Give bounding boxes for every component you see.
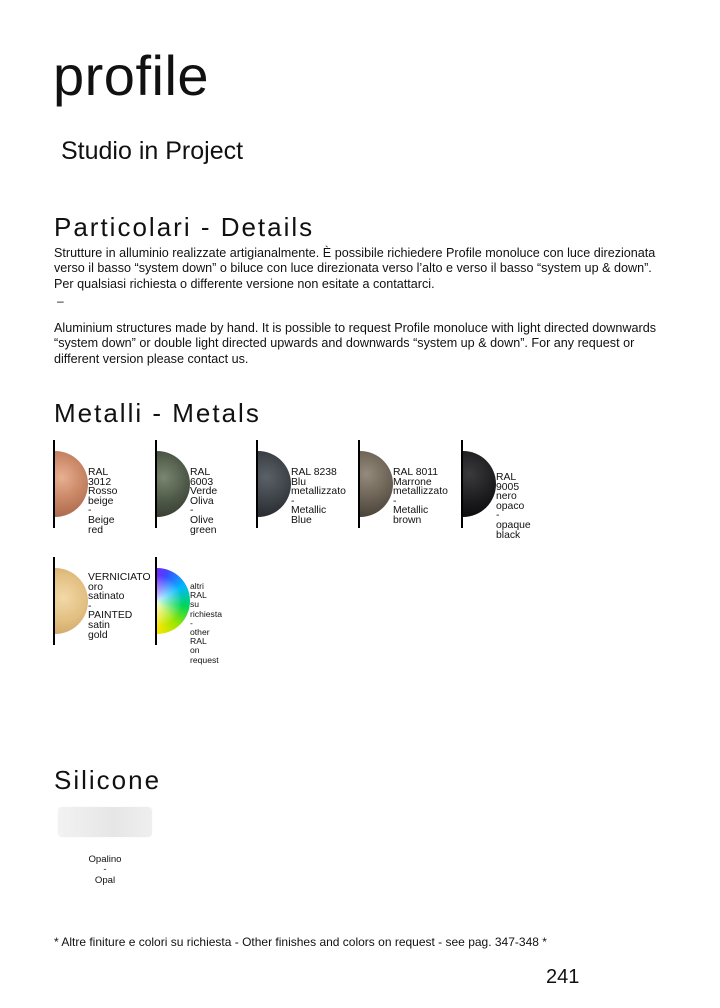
page-number: 241 xyxy=(546,966,580,988)
swatch-label: RAL 8011 Marrone metallizzato - Metallic brown xyxy=(393,467,448,526)
color-sample-beige-red xyxy=(55,451,88,517)
swatch-label: RAL 9005 nero opaco - opaque black xyxy=(496,472,531,541)
silicone-swatch-opal xyxy=(58,807,152,837)
swatch-label: RAL 8238 Blu metallizzato - Metallic Blue xyxy=(291,467,346,526)
color-sample-opaque-black xyxy=(463,451,496,517)
metals-heading: Metalli - Metals xyxy=(54,398,261,428)
details-text-english: Aluminium structures made by hand. It is possible to request Profile monoluce with light directed downwards “system down” or double light directed upwards and downwards “system up & down”. For any request or different version please contact us. xyxy=(54,321,656,366)
color-sample-metallic-blue xyxy=(258,451,291,517)
swatch-label: altri RAL su richiesta - other RAL on request xyxy=(190,581,222,665)
footnote: * Altre finiture e colori su richiesta - Other finishes and colors on request - see pag. 347-348 * xyxy=(54,935,547,949)
details-text-italian: Strutture in alluminio realizzate artigianalmente. È possibile richiedere Profile monoluce con luce direzionata verso il basso “system down” o biluce con luce direzionata verso l’alto e verso il basso “system up & down”. Per qualsiasi richiesta o differente versione non esitate a contattarci. xyxy=(54,246,656,291)
color-wheel-icon xyxy=(157,568,190,634)
swatch-label: VERNICIATO oro satinato - PAINTED satin gold xyxy=(88,572,151,641)
silicone-label: Opalino - Opal xyxy=(88,854,122,886)
color-sample-olive-green xyxy=(157,451,190,517)
silicone-heading: Silicone xyxy=(54,765,162,795)
product-subtitle: Studio in Project xyxy=(61,137,244,165)
color-sample-satin-gold xyxy=(55,568,88,634)
details-separator: – xyxy=(57,294,64,308)
details-heading: Particolari - Details xyxy=(54,212,315,242)
color-sample-metallic-brown xyxy=(360,451,393,517)
product-title: profile xyxy=(53,44,210,107)
swatch-label: RAL 6003 Verde Oliva - Olive green xyxy=(190,467,218,536)
swatch-label: RAL 3012 Rosso beige - Beige red xyxy=(88,467,118,536)
